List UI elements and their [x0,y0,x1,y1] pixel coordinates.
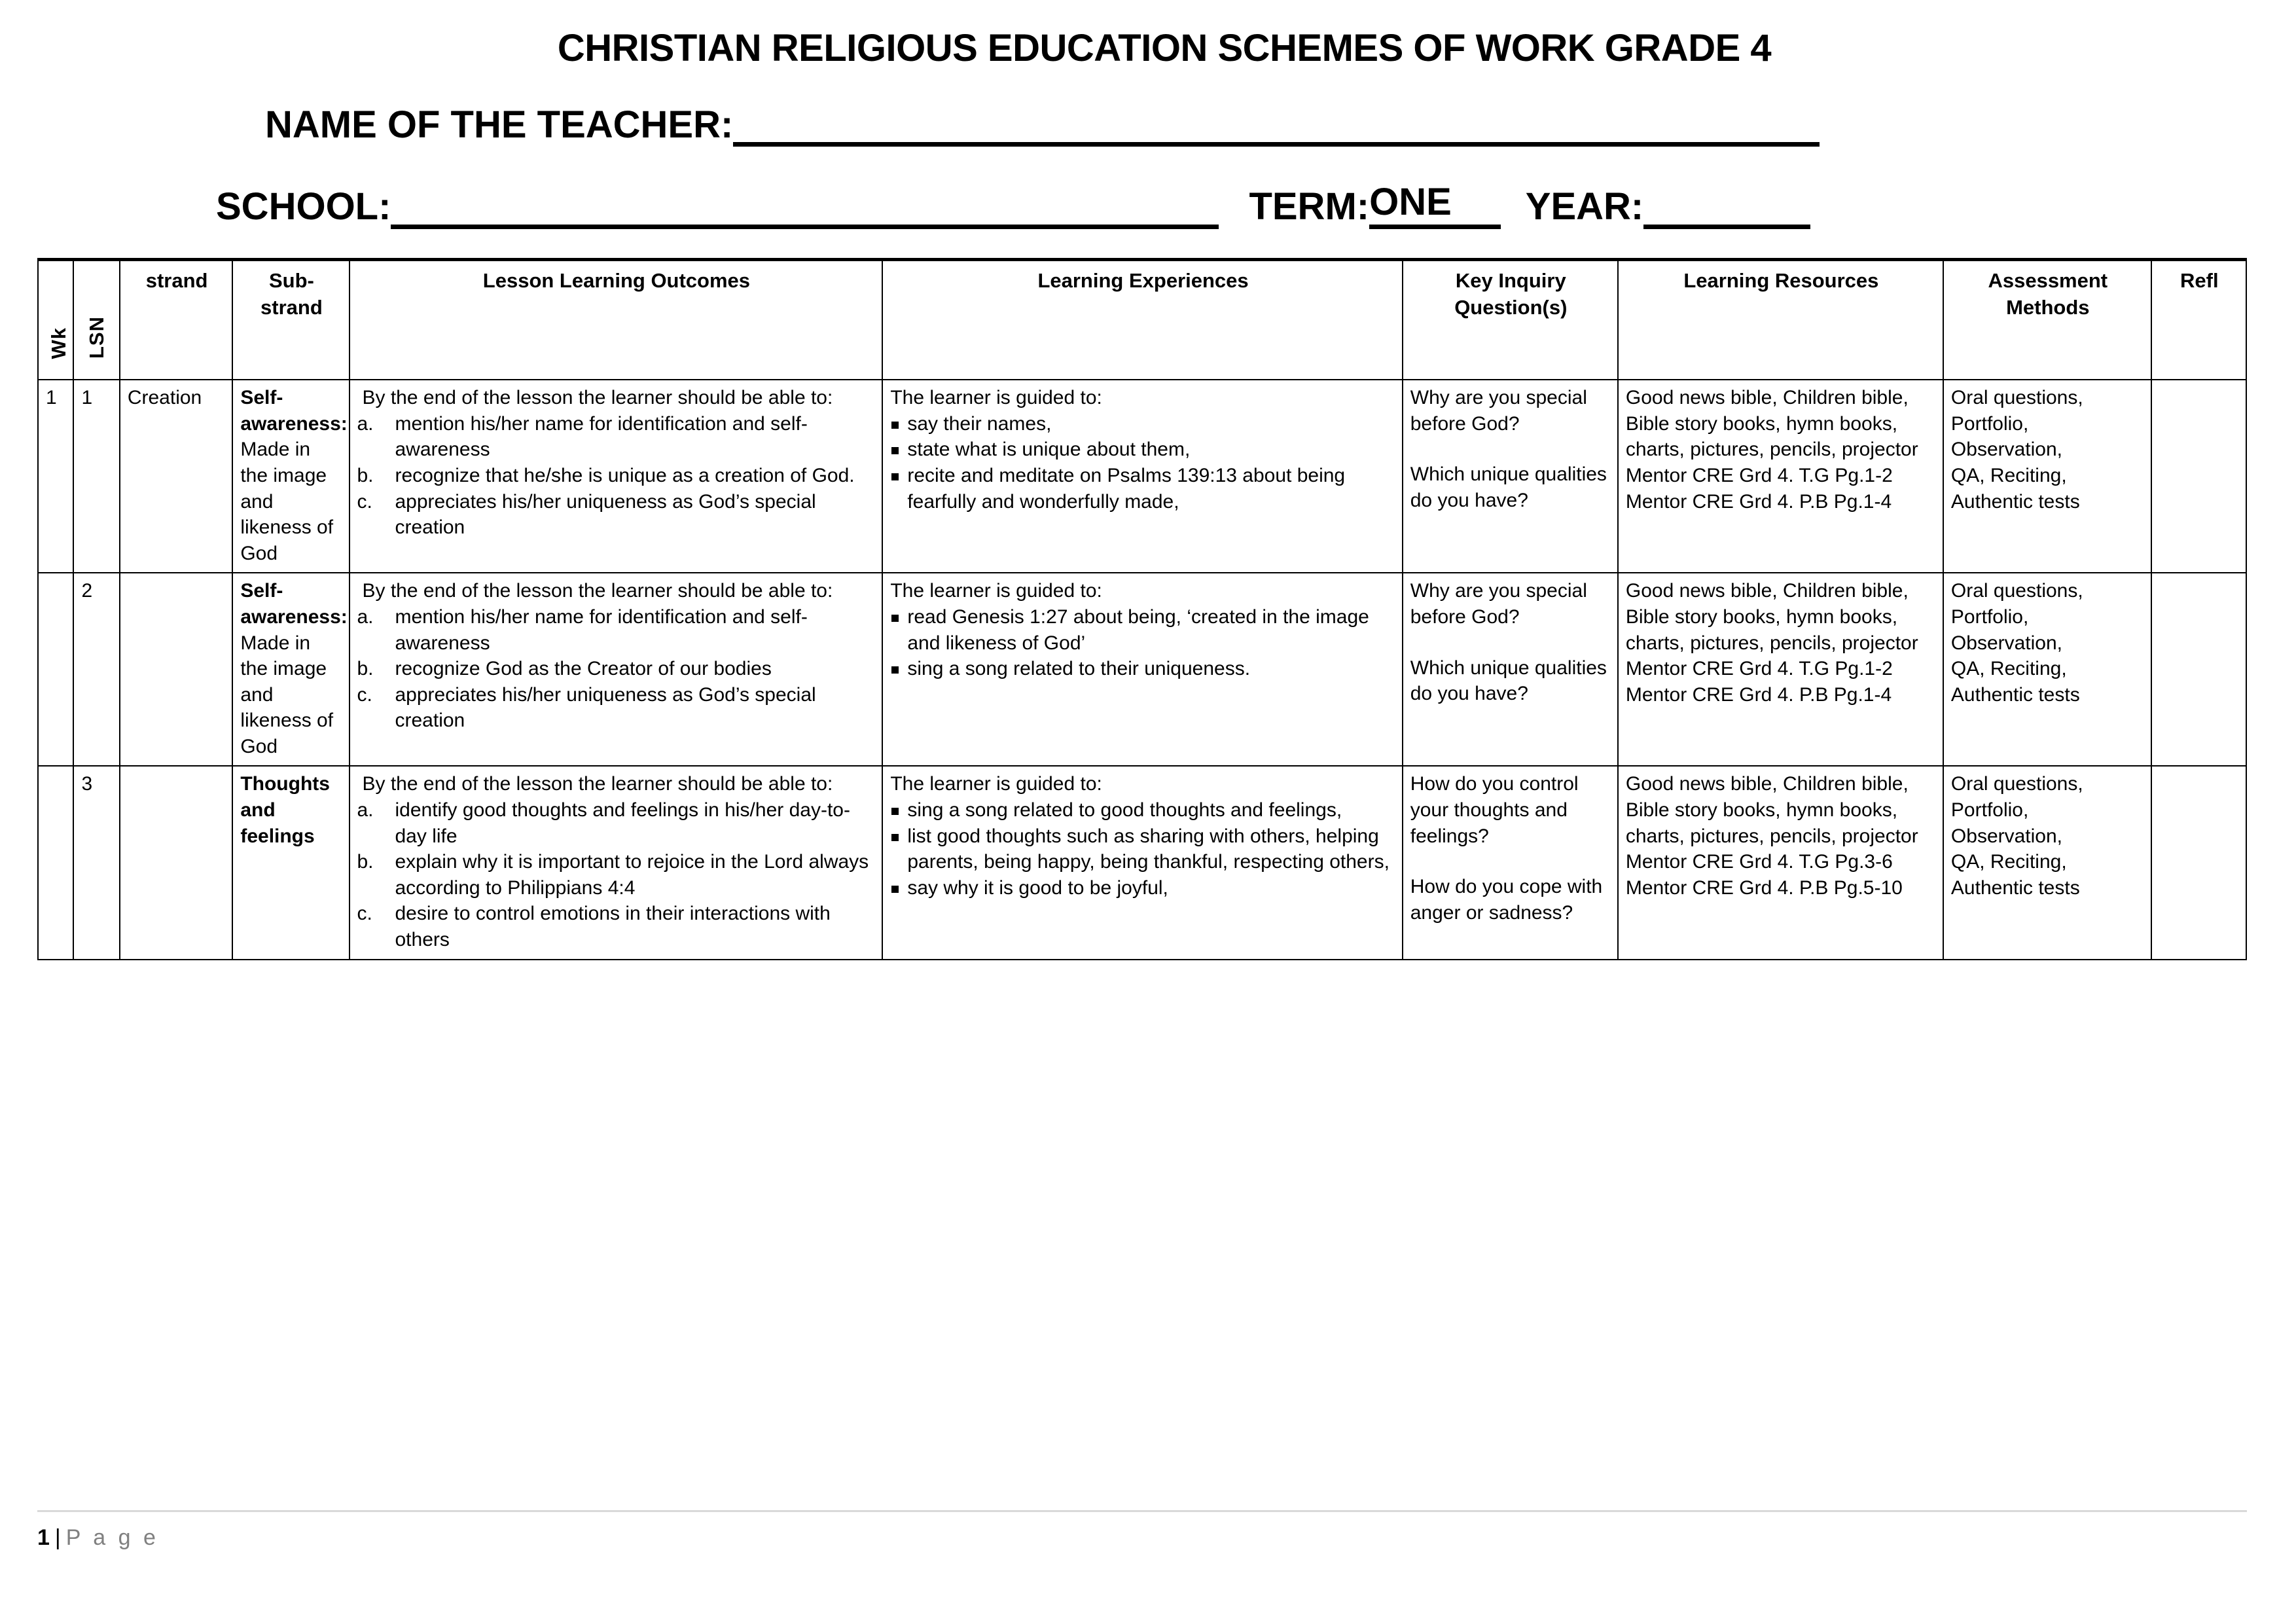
assessment-method-entry: QA, Reciting, [1950,464,2067,486]
cell-key-inquiry-questions [1403,766,1618,959]
schemes-of-work-table [37,258,2247,960]
learning-resource-entry: Good news bible, Children bible, Bible story books, hymn books, charts, pictures, pencils, projector [1625,773,1918,847]
assessment-method-entry: Portfolio, [1950,412,2029,435]
learning-resource-entry: Mentor CRE Grd 4. T.G Pg.1-2 [1625,464,1893,486]
lesson-outcome-item [357,682,876,734]
assessment-method-entry: Oral questions, [1950,580,2083,602]
assessment-line-1: Assessment [1988,269,2108,293]
lesson-outcome-marker: c. [357,903,372,925]
cell-lesson-number: 1 [73,380,119,573]
teacher-name-field-row [0,103,2296,147]
cell-lesson-number: 2 [73,573,119,766]
footer-page-number: 1 [37,1525,50,1550]
sub-strand-title: Self-awareness: [240,580,348,628]
lesson-outcome-item [357,604,876,656]
lesson-outcome-marker: c. [357,683,372,706]
lesson-outcome-item [357,656,876,682]
lesson-outcome-item [357,901,876,952]
assessment-method-entry: Oral questions, [1950,773,2083,795]
assessment-method-entry: Authentic tests [1950,683,2080,706]
learning-experience-item: list good thoughts such as sharing with others, helping parents, being happy, being thankful, respecting others, [890,823,1395,875]
assessment-method-entry: QA, Reciting, [1950,658,2067,680]
cell-refl[interactable] [2151,380,2246,573]
table-header-row [38,260,2246,380]
assessment-method-entry: Observation, [1950,632,2063,654]
school-term-year-row [0,181,2296,229]
column-header-key-inquiry-questions [1403,260,1618,380]
learning-experience-list [890,797,1395,901]
footer-page-word: P a g e [65,1525,159,1550]
lesson-outcome-text: desire to control emotions in their interactions with others [395,903,831,951]
learning-experience-item: say their names, [890,411,1395,437]
table-header [38,260,2246,380]
year-label: YEAR: [1525,185,1644,228]
learning-resource-entry: Mentor CRE Grd 4. T.G Pg.3-6 [1625,851,1893,873]
footer-divider [37,1510,2247,1512]
key-inquiry-question: Which unique qualities do you have? [1410,463,1607,511]
assessment-method-entry: Authentic tests [1950,876,2080,899]
key-inquiry-line-2: Question(s) [1454,296,1568,319]
sub-strand-title: Self-awareness: [240,387,348,435]
lesson-outcome-text: mention his/her name for identification and self-awareness [395,412,808,461]
assessment-method-entry: Observation, [1950,825,2063,847]
assessment-method-entry: Observation, [1950,439,2063,461]
assessment-method-entry: Portfolio, [1950,799,2029,821]
footer-separator: | [54,1525,61,1550]
cell-learning-resources [1618,573,1943,766]
term-blank[interactable] [1452,197,1501,229]
sub-strand-title: Thoughts and feelings [240,773,330,847]
lesson-outcome-marker: a. [357,605,374,628]
column-header-strand: strand [120,260,233,380]
learning-experience-item: state what is unique about them, [890,437,1395,463]
column-header-wk: Wk [38,260,73,380]
teacher-name-blank[interactable] [733,115,1820,147]
lesson-outcome-marker: a. [357,799,374,821]
learning-experience-intro: The learner is guided to: [890,773,1102,795]
sub-strand-body: Made in the image and likeness of God [240,632,334,757]
cell-strand [120,766,233,959]
cell-lesson-learning-outcomes [350,766,883,959]
sub-strand-body: Made in the image and likeness of God [240,439,334,564]
assessment-method-entry: Portfolio, [1950,605,2029,628]
cell-strand: Creation [120,380,233,573]
lesson-outcome-text: mention his/her name for identification and self-awareness [395,605,808,654]
spacer [1410,437,1611,461]
cell-week [38,766,73,959]
learning-experience-item: sing a song related to good thoughts and feelings, [890,797,1395,823]
lesson-outcome-intro: By the end of the lesson the learner should be able to: [362,580,833,602]
assessment-method-entry: QA, Reciting, [1950,851,2067,873]
lesson-outcome-text: recognize that he/she is unique as a creation of God. [395,464,855,486]
lesson-outcome-list [357,797,876,953]
lesson-outcome-item [357,411,876,463]
table-row [38,766,2246,959]
cell-lesson-number: 3 [73,766,119,959]
table-body [38,380,2246,959]
cell-week [38,573,73,766]
key-inquiry-line-1: Key Inquiry [1455,269,1566,293]
column-header-lsn: LSN [73,260,119,380]
key-inquiry-question: How do you control your thoughts and feelings? [1410,773,1579,847]
lesson-outcome-text: identify good thoughts and feelings in his/her day-to-day life [395,799,850,847]
lesson-outcome-intro: By the end of the lesson the learner should be able to: [362,773,833,795]
key-inquiry-question: How do you cope with anger or sadness? [1410,876,1603,924]
lesson-outcome-list [357,604,876,734]
page-footer [37,1510,2247,1551]
learning-experience-item: say why it is good to be joyful, [890,875,1395,901]
page-title: CHRISTIAN RELIGIOUS EDUCATION SCHEMES OF WORK GRADE 4 [557,27,1772,69]
learning-resource-entry: Mentor CRE Grd 4. P.B Pg.5-10 [1625,876,1903,899]
cell-refl[interactable] [2151,766,2246,959]
schemes-table-container [0,258,2296,960]
teacher-name-label: NAME OF THE TEACHER: [265,103,734,146]
lesson-outcome-text: appreciates his/her uniqueness as God’s special creation [395,683,816,732]
document-header [0,0,2296,229]
column-header-lesson-learning-outcomes: Lesson Learning Outcomes [350,260,883,380]
lesson-outcome-item [357,797,876,849]
lesson-outcome-marker: b. [357,658,374,680]
cell-key-inquiry-questions [1403,380,1618,573]
cell-sub-strand [232,573,349,766]
cell-lesson-learning-outcomes [350,573,883,766]
school-blank[interactable] [391,197,1219,229]
lesson-outcome-text: explain why it is important to rejoice in the Lord always according to Philippians 4:4 [395,851,869,899]
lesson-outcome-marker: a. [357,412,374,435]
learning-resource-entry: Mentor CRE Grd 4. P.B Pg.1-4 [1625,683,1892,706]
cell-learning-experiences [882,573,1402,766]
lesson-outcome-text: appreciates his/her uniqueness as God’s special creation [395,490,816,539]
lesson-outcome-list [357,411,876,541]
cell-assessment-methods [1943,573,2151,766]
learning-resource-entry: Good news bible, Children bible, Bible story books, hymn books, charts, pictures, pencils, projector [1625,387,1918,461]
lesson-outcome-marker: c. [357,490,372,513]
cell-assessment-methods [1943,766,2151,959]
spacer [1410,630,1611,655]
cell-sub-strand [232,380,349,573]
key-inquiry-question: Why are you special before God? [1410,580,1587,628]
key-inquiry-question: Which unique qualities do you have? [1410,657,1607,705]
term-value[interactable]: ONE [1369,181,1452,229]
learning-experience-item: read Genesis 1:27 about being, ‘created in the image and likeness of God’ [890,604,1395,656]
cell-assessment-methods [1943,380,2151,573]
lesson-outcome-marker: b. [357,464,374,486]
assessment-line-2: Methods [2006,296,2090,319]
learning-experience-intro: The learner is guided to: [890,580,1102,602]
column-header-assessment-methods [1943,260,2151,380]
cell-strand [120,573,233,766]
column-header-learning-experiences: Learning Experiences [882,260,1402,380]
learning-resource-entry: Good news bible, Children bible, Bible story books, hymn books, charts, pictures, pencils, projector [1625,580,1918,654]
learning-experience-item: sing a song related to their uniqueness. [890,656,1395,682]
cell-week: 1 [38,380,73,573]
cell-lesson-learning-outcomes [350,380,883,573]
column-header-sub-strand: Sub-strand [232,260,349,380]
assessment-method-entry: Authentic tests [1950,490,2080,513]
cell-key-inquiry-questions [1403,573,1618,766]
learning-experience-item: recite and meditate on Psalms 139:13 about being fearfully and wonderfully made, [890,463,1395,514]
lesson-outcome-intro: By the end of the lesson the learner should be able to: [362,387,833,409]
table-row [38,573,2246,766]
lesson-outcome-item [357,489,876,541]
cell-sub-strand [232,766,349,959]
learning-experience-list [890,604,1395,682]
cell-learning-experiences [882,766,1402,959]
lesson-outcome-text: recognize God as the Creator of our bodies [395,658,772,680]
learning-resource-entry: Mentor CRE Grd 4. T.G Pg.1-2 [1625,658,1893,680]
cell-learning-resources [1618,766,1943,959]
cell-learning-resources [1618,380,1943,573]
learning-experience-list [890,411,1395,514]
cell-refl[interactable] [2151,573,2246,766]
column-header-refl: Refl [2151,260,2246,380]
term-label: TERM: [1249,185,1370,228]
learning-resource-entry: Mentor CRE Grd 4. P.B Pg.1-4 [1625,490,1892,513]
lesson-outcome-item [357,849,876,901]
lesson-outcome-marker: b. [357,851,374,873]
year-blank[interactable] [1643,197,1810,229]
footer-page-indicator [37,1525,2247,1551]
learning-experience-intro: The learner is guided to: [890,387,1102,409]
cell-learning-experiences [882,380,1402,573]
assessment-method-entry: Oral questions, [1950,387,2083,409]
spacer [1410,849,1611,874]
school-label: SCHOOL: [216,185,391,228]
lesson-outcome-item [357,463,876,489]
table-row [38,380,2246,573]
column-header-learning-resources: Learning Resources [1618,260,1943,380]
key-inquiry-question: Why are you special before God? [1410,387,1587,435]
